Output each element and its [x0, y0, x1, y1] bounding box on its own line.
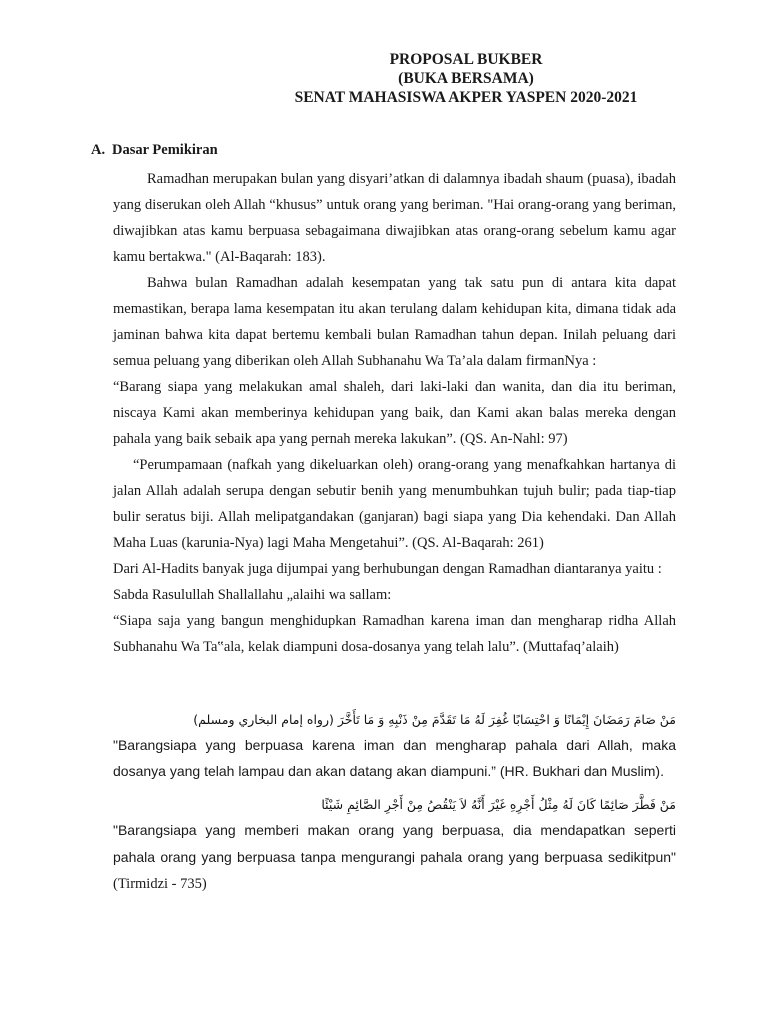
body-text-block-1 [113, 166, 676, 660]
section-heading [91, 142, 218, 159]
section-number: A. [91, 142, 106, 158]
title-line-3: SENAT MAHASISWA AKPER YASPEN 2020-2021 [294, 89, 638, 106]
paragraph-hadith-ramadhan: “Siapa saja yang bangun menghidupkan Ramadhan karena iman dan mengharap ridha Allah Subhanahu Wa Ta‟ala, kelak diampuni dosa-dosanya yang telah lalu”. (Muttafaq’alaih) [113, 613, 676, 655]
arabic-hadith-1: مَنْ صَامَ رَمَضَانَ إِيْمَانًا وَ احْتِسَابًا غُفِرَ لَهُ مَا تَقَدَّمَ مِنْ ذَنْبِهِ وَ مَا تَأَخَّرَ (رواه إمام البخاري ومسلم) [193, 712, 676, 727]
body-text-block-2 [113, 732, 676, 784]
title-line-1: PROPOSAL BUKBER [389, 51, 543, 68]
body-text-block-3 [113, 817, 676, 897]
hadith-translation-text: "Barangsiapa yang memberi makan orang yang berpuasa, dia mendapatkan seperti pahala orang yang berpuasa tanpa mengurangi pahala orang yang berpuasa sedikitpun" [113, 822, 676, 865]
section-title: Dasar Pemikiran [112, 142, 218, 158]
paragraph-hadith-translation-1: "Barangsiapa yang berpuasa karena iman dan mengharap pahala dari Allah, maka dosanya yang telah lampau dan akan datang akan diampuni.” (HR. Bukhari dan Muslim). [113, 737, 676, 779]
paragraph-ramadhan-intro: Ramadhan merupakan bulan yang disyari’atkan di dalamnya ibadah shaum (puasa), ibadah yang diserukan oleh Allah “khusus” untuk orang yang beriman. "Hai orang-orang yang beriman, diwajibkan atas kamu berpuasa sebagaimana diwajibkan atas orang-orang sebelum kamu agar kamu bertakwa." (Al-Baqarah: 183). [113, 171, 676, 265]
arabic-hadith-2: مَنْ فَطَّرَ صَائِمًا كَانَ لَهُ مِثْلُ أَجْرِهِ غَيْرَ أَنَّهُ لاَ يَنْقُصُ مِنْ أَجْرِ الصَّائِمِ شَيْئًا [321, 797, 676, 812]
paragraph-quote-an-nahl: “Barang siapa yang melakukan amal shaleh, dari laki-laki dan wanita, dan dia itu beriman, niscaya Kami akan memberinya kehidupan yang baik, dan Kami akan balas mereka dengan pahala yang baik sebaik apa yang pernah mereka lakukan”. (QS. An-Nahl: 97) [113, 379, 676, 447]
hadith-source-tirmidzi: (Tirmidzi - 735) [113, 876, 207, 892]
title-block [256, 50, 676, 107]
paragraph-hadith-translation-2 [113, 817, 676, 897]
paragraph-kesempatan: Bahwa bulan Ramadhan adalah kesempatan yang tak satu pun di antara kita dapat memastikan, berapa lama kesempatan itu akan terulang dalam kehidupan kita, dimana tidak ada jaminan bahwa kita dapat bertemu kembali bulan Ramadhan tahun depan. Inilah peluang dari semua peluang yang diberikan oleh Allah Subhanahu Wa Ta’ala dalam firmanNya : [113, 275, 676, 369]
paragraph-sabda: Sabda Rasulullah Shallallahu „alaihi wa sallam: [113, 587, 392, 603]
title-line-2: (BUKA BERSAMA) [398, 70, 534, 87]
paragraph-al-hadits: Dari Al-Hadits banyak juga dijumpai yang berhubungan dengan Ramadhan diantaranya yaitu : [113, 561, 662, 577]
paragraph-quote-al-baqarah: “Perumpamaan (nafkah yang dikeluarkan oleh) orang-orang yang menafkahkan hartanya di jalan Allah adalah serupa dengan sebutir benih yang menumbuhkan tujuh bulir; pada tiap-tiap bulir seratus biji. Allah melipatgandakan (ganjaran) bagi siapa yang Dia kehendaki. Dan Allah Maha Luas (karunia-Nya) lagi Maha Mengetahui”. (QS. Al-Baqarah: 261) [113, 457, 676, 551]
